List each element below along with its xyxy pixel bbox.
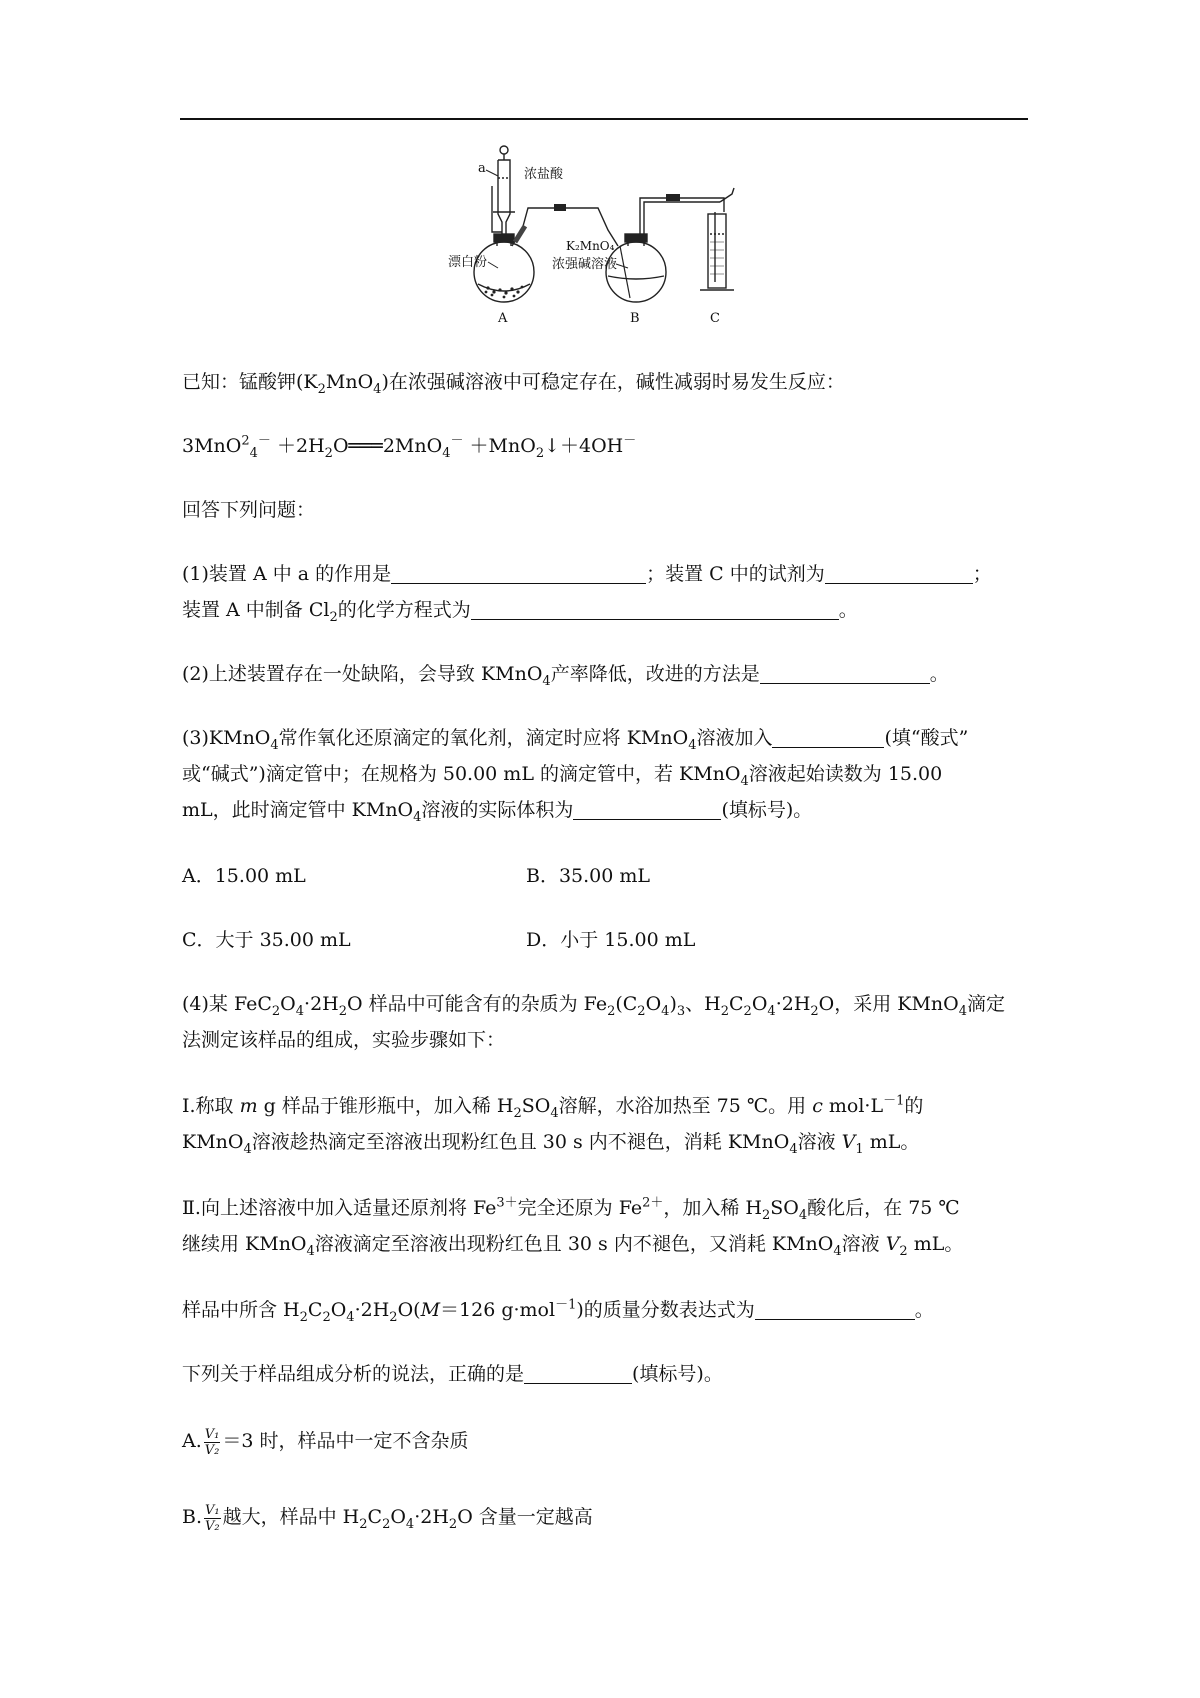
option-3C: C．大于 35.00 mL	[182, 929, 351, 951]
answer-blank-1a[interactable]	[391, 561, 646, 584]
ratio-fraction: $\frac{\text{V₁}}{\text{V₂}}$	[205, 1502, 220, 1534]
answer-blank-2[interactable]	[760, 661, 930, 684]
question-1-line-1: (1)装置 A 中 a 的作用是 ；装置 C 中的试剂为 ；	[182, 563, 992, 585]
label-k2mno4: K₂MnO₄	[566, 239, 615, 253]
step-1-line-1: Ⅰ.称取 m g 样品于锥形瓶中，加入稀 $H_2SO_4$溶解，水浴加热至 75 ℃。用 c $mol\cdot L^{-1}$的	[182, 1093, 924, 1121]
step-2-line-2: 继续用 KMnO$_4$溶液滴定至溶液出现粉红色且 30 s 内不褪色，又消耗 KMnO$_4$溶液 $V_2$ mL。	[182, 1233, 964, 1259]
cylinder-C	[708, 214, 726, 288]
flask-B	[606, 242, 666, 302]
question-3-line-1: (3)KMnO$_4$常作氧化还原滴定的氧化剂，滴定时应将 KMnO$_4$溶液加入 (填“酸式”	[182, 727, 969, 753]
answer-blank-4b[interactable]	[524, 1361, 632, 1384]
ratio-fraction: $\frac{\text{V₁}}{\text{V₂}}$	[204, 1426, 220, 1458]
apparatus-diagram	[448, 142, 788, 338]
known-statement: 已知：锰酸钾$(K_2MnO_4)$在浓强碱溶液中可稳定存在，碱性减弱时易发生反应：	[182, 371, 845, 397]
label-conc-hcl: 浓盐酸	[524, 167, 564, 182]
question-4-line-2: 法测定该样品的组成，实验步骤如下：	[182, 1029, 506, 1051]
analysis-question: 下列关于样品组成分析的说法，正确的是 (填标号)。	[182, 1363, 723, 1385]
label-strong-base: 浓强碱溶液	[552, 257, 618, 272]
intro-text: 回答下列问题：	[182, 499, 316, 521]
question-1-line-2: 装置 A 中制备 $Cl_2$的化学方程式为 。	[182, 599, 858, 625]
option-3D: D．小于 15.00 mL	[526, 929, 696, 951]
question-4-line-1: (4)某 $FeC_2O_4\cdot 2H_2O$ 样品中可能含有的杂质为 $Fe_2(C_2O_4)_3$、$H_2C_2O_4\cdot 2H_2O$，采用 KMnO$_4$滴定	[182, 993, 1006, 1019]
question-3-line-3: mL，此时滴定管中 KMnO$_4$溶液的实际体积为 (填标号)。	[182, 799, 813, 825]
answer-blank-1b[interactable]	[825, 561, 973, 584]
question-2: (2)上述装置存在一处缺陷，会导致 KMnO$_4$产率降低，改进的方法是 。	[182, 663, 949, 689]
option-3A: A．15.00 mL	[182, 865, 306, 887]
answer-blank-4a[interactable]	[755, 1297, 915, 1320]
label-A: A	[498, 311, 508, 326]
step-1-line-2: KMnO$_4$溶液趁热滴定至溶液出现粉红色且 30 s 内不褪色，消耗 KMnO$_4$溶液 $V_1$ mL。	[182, 1131, 920, 1157]
dropping-funnel	[498, 154, 510, 234]
top-rule	[180, 118, 1028, 120]
flask-A	[474, 242, 534, 302]
label-a: a	[478, 161, 486, 176]
option-4A: A. $\frac{\text{V₁}}{\text{V₂}}$ ＝3 时，样品中一定不含杂质	[182, 1426, 469, 1458]
answer-blank-1c[interactable]	[471, 597, 839, 620]
answer-blank-3a[interactable]	[772, 725, 884, 748]
label-B: B	[630, 311, 640, 326]
option-4B: B. $\frac{\text{V₁}}{\text{V₂}}$ 越大，样品中 $H_2C_2O_4\cdot 2H_2O$ 含量一定越高	[182, 1502, 593, 1534]
question-3-line-2: 或“碱式”)滴定管中；在规格为 50.00 mL 的滴定管中，若 KMnO$_4$溶液起始读数为 15.00	[182, 763, 943, 789]
reaction-equation: $3MnO^2_4^- +2H_2O═══2MnO_4^-$ ＋MnO$_2$↓＋4OH－	[182, 433, 637, 461]
label-C: C	[710, 311, 720, 326]
mass-fraction-question: 样品中所含 $H_2C_2O_4\cdot 2H_2O(M=126$ g·mol$^{-1}$)的质量分数表达式为 。	[182, 1297, 934, 1325]
step-2-line-1: Ⅱ.向上述溶液中加入适量还原剂将 $Fe^{3+}$完全还原为 $Fe^{2+}$，加入稀 $H_2SO_4$酸化后，在 75 ℃	[182, 1195, 960, 1223]
answer-blank-3b[interactable]	[573, 797, 721, 820]
option-3B: B．35.00 mL	[526, 865, 651, 887]
label-bleach: 漂白粉	[448, 255, 488, 270]
side-tube-a	[492, 186, 502, 232]
